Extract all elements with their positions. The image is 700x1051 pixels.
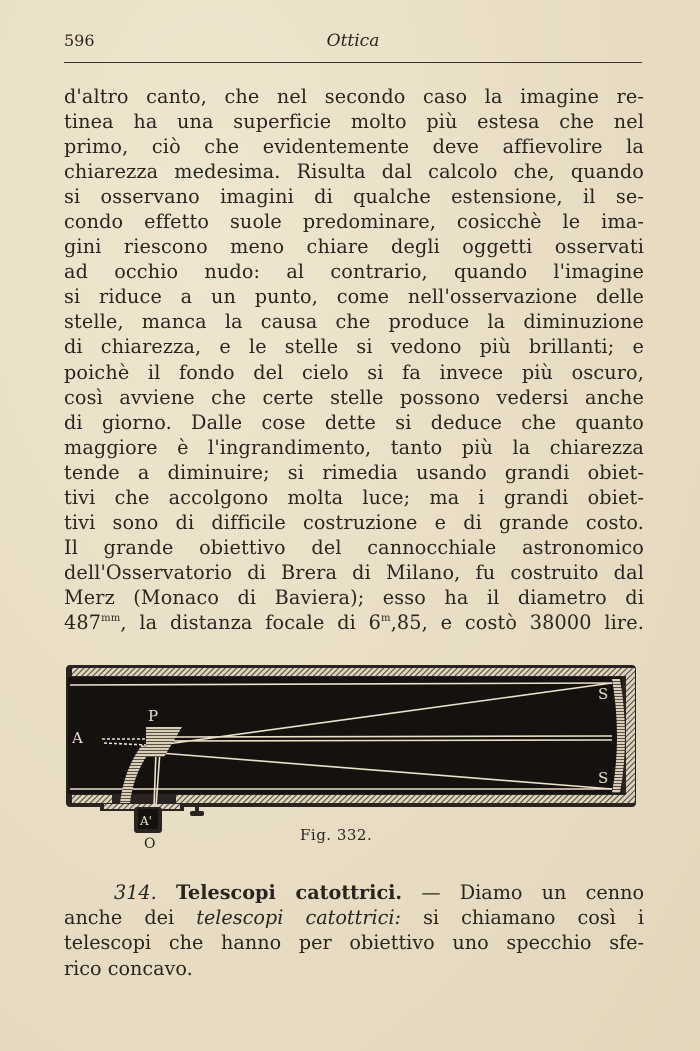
label-a: A bbox=[72, 729, 83, 747]
text-line: dell'Osservatorio di Brera di Milano, fu costruito dal bbox=[64, 560, 644, 584]
text-line: di chiarezza, e le stelle si vedono più brillanti; e bbox=[64, 335, 644, 359]
paragraph-1 bbox=[64, 84, 644, 635]
section-314 bbox=[64, 880, 644, 981]
text-line: tivi sono di difficile costruzione e di grande costo. bbox=[64, 510, 644, 534]
label-o-text: O bbox=[144, 836, 156, 852]
text-line: d'altro canto, che nel secondo caso la imagine re- bbox=[64, 85, 644, 108]
section-heading-line bbox=[64, 880, 644, 905]
text-line: tinea ha una superficie molto più estesa che nel bbox=[64, 110, 644, 134]
page-number: 596 bbox=[64, 31, 95, 50]
telescope-figure bbox=[64, 659, 640, 835]
italic-term: telescopi catottrici: bbox=[196, 906, 401, 930]
section-title: Telescopi catottrici. bbox=[175, 881, 403, 904]
diameter-value: 487 bbox=[64, 610, 102, 634]
text-line: primo, ciò che evidentemente deve affievolire la bbox=[64, 135, 644, 159]
text-line: Merz (Monaco di Baviera); esso ha il diametro di bbox=[64, 585, 644, 609]
text-line: ad occhio nudo: al contrario, quando l'imagine bbox=[64, 260, 644, 284]
label-p: P bbox=[148, 707, 159, 725]
text-fragment: anche dei bbox=[64, 906, 197, 930]
page-header bbox=[64, 28, 642, 63]
text-line: poichè il fondo del cielo si fa invece più oscuro, bbox=[64, 360, 644, 384]
text-line: così avviene che certe stelle possono vedersi anche bbox=[64, 385, 644, 409]
text-line: si riduce a un punto, come nell'osservazione delle bbox=[64, 285, 644, 309]
text-line: si osservano imagini di qualche estensione, il se- bbox=[64, 185, 644, 209]
text-line-last bbox=[64, 610, 644, 635]
text-fragment: ,85, e costò 38000 lire. bbox=[390, 610, 644, 634]
text-line: condo effetto suole predominare, cosicchè le ima- bbox=[64, 210, 644, 234]
text-line: tivi che accolgono molta luce; ma i grandi obiet- bbox=[64, 485, 644, 509]
label-s-bottom: S bbox=[598, 769, 609, 787]
text-fragment: , la distanza focale di 6 bbox=[120, 610, 382, 634]
label-s-top: S bbox=[598, 685, 609, 703]
text-fragment: — Diamo un cenno bbox=[402, 881, 644, 904]
text-fragment: si chiamano così i bbox=[400, 906, 644, 930]
text-line: maggiore è l'ingrandimento, tanto più la chiarezza bbox=[64, 435, 644, 459]
unit-superscript: mm bbox=[101, 612, 121, 624]
unit-superscript: m bbox=[381, 612, 391, 624]
figure-caption: Fig. 332. bbox=[300, 826, 373, 844]
text-line bbox=[64, 905, 644, 930]
text-line: chiarezza medesima. Risulta dal calcolo che, quando bbox=[64, 160, 644, 184]
text-line: tende a diminuire; si rimedia usando grandi obiet- bbox=[64, 460, 644, 484]
text-line: gini riescono meno chiare degli oggetti osservati bbox=[64, 235, 644, 259]
reflecting-telescope-diagram-icon bbox=[64, 659, 640, 835]
text-line: di giorno. Dalle cose dette si deduce che quanto bbox=[64, 410, 644, 434]
text-line: Il grande obiettivo del cannocchiale astronomico bbox=[64, 535, 644, 559]
label-a-prime: A' bbox=[140, 814, 152, 828]
running-title: Ottica bbox=[326, 31, 380, 51]
text-line: stelle, manca la causa che produce la diminuzione bbox=[64, 310, 644, 334]
text-line: telescopi che hanno per obiettivo uno specchio sfe- bbox=[64, 931, 644, 955]
section-number: 314. bbox=[114, 881, 157, 904]
text-line: rico concavo. bbox=[64, 956, 193, 980]
